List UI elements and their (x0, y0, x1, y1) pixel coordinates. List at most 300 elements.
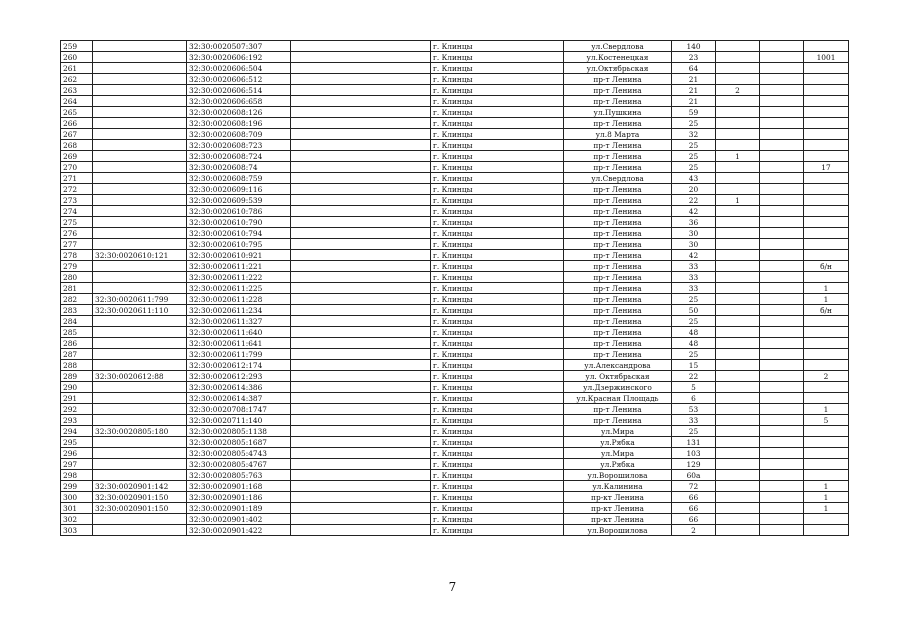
old-cadastral-number-cell: 32:30:0020901:142 (93, 481, 187, 492)
street-cell: ул.Мира (564, 448, 672, 459)
old-cadastral-number-cell (93, 525, 187, 536)
house-number-cell: 5 (672, 382, 716, 393)
table-row (61, 162, 849, 173)
table-row (61, 228, 849, 239)
building-cell (716, 41, 760, 52)
building-cell (716, 514, 760, 525)
old-cadastral-number-cell (93, 195, 187, 206)
row-number-cell: 279 (61, 261, 93, 272)
street-cell: пр-кт Ленина (564, 514, 672, 525)
table-row (61, 272, 849, 283)
table-body (61, 41, 849, 536)
table-row (61, 470, 849, 481)
old-cadastral-number-cell: 32:30:0020610:121 (93, 250, 187, 261)
row-number-cell: 278 (61, 250, 93, 261)
table-row (61, 305, 849, 316)
house-number-cell: 15 (672, 360, 716, 371)
empty-cell (291, 173, 431, 184)
flat-cell (760, 184, 804, 195)
extra-cell: 5 (804, 415, 849, 426)
cadastral-number-cell: 32:30:0020805:763 (187, 470, 291, 481)
extra-cell: 1 (804, 481, 849, 492)
flat-cell (760, 481, 804, 492)
row-number-cell: 292 (61, 404, 93, 415)
table-row (61, 404, 849, 415)
extra-cell (804, 118, 849, 129)
cadastral-number-cell: 32:30:0020610:794 (187, 228, 291, 239)
city-cell: г. Клинцы (431, 41, 564, 52)
table-row (61, 426, 849, 437)
flat-cell (760, 283, 804, 294)
house-number-cell: 72 (672, 481, 716, 492)
city-cell: г. Клинцы (431, 173, 564, 184)
city-cell: г. Клинцы (431, 261, 564, 272)
building-cell (716, 393, 760, 404)
building-cell (716, 415, 760, 426)
flat-cell (760, 448, 804, 459)
row-number-cell: 300 (61, 492, 93, 503)
city-cell: г. Клинцы (431, 96, 564, 107)
house-number-cell: 21 (672, 74, 716, 85)
empty-cell (291, 349, 431, 360)
row-number-cell: 282 (61, 294, 93, 305)
table-row (61, 129, 849, 140)
flat-cell (760, 437, 804, 448)
city-cell: г. Клинцы (431, 250, 564, 261)
row-number-cell: 272 (61, 184, 93, 195)
building-cell (716, 140, 760, 151)
extra-cell (804, 525, 849, 536)
row-number-cell: 271 (61, 173, 93, 184)
flat-cell (760, 195, 804, 206)
extra-cell (804, 217, 849, 228)
row-number-cell: 298 (61, 470, 93, 481)
extra-cell (804, 272, 849, 283)
cadastral-number-cell: 32:30:0020805:4743 (187, 448, 291, 459)
city-cell: г. Клинцы (431, 525, 564, 536)
cadastral-number-cell: 32:30:0020708:1747 (187, 404, 291, 415)
empty-cell (291, 184, 431, 195)
table-row (61, 206, 849, 217)
street-cell: пр-т Ленина (564, 206, 672, 217)
city-cell: г. Клинцы (431, 415, 564, 426)
building-cell (716, 261, 760, 272)
flat-cell (760, 239, 804, 250)
table-row (61, 195, 849, 206)
old-cadastral-number-cell (93, 41, 187, 52)
extra-cell (804, 184, 849, 195)
flat-cell (760, 503, 804, 514)
table-row (61, 481, 849, 492)
house-number-cell: 60а (672, 470, 716, 481)
city-cell: г. Клинцы (431, 503, 564, 514)
empty-cell (291, 239, 431, 250)
street-cell: пр-т Ленина (564, 294, 672, 305)
city-cell: г. Клинцы (431, 118, 564, 129)
house-number-cell: 33 (672, 261, 716, 272)
building-cell (716, 250, 760, 261)
city-cell: г. Клинцы (431, 404, 564, 415)
city-cell: г. Клинцы (431, 470, 564, 481)
empty-cell (291, 107, 431, 118)
street-cell: пр-т Ленина (564, 151, 672, 162)
building-cell (716, 217, 760, 228)
extra-cell (804, 63, 849, 74)
building-cell (716, 426, 760, 437)
row-number-cell: 280 (61, 272, 93, 283)
cadastral-number-cell: 32:30:0020608:196 (187, 118, 291, 129)
street-cell: ул.Дзержинского (564, 382, 672, 393)
empty-cell (291, 41, 431, 52)
flat-cell (760, 525, 804, 536)
empty-cell (291, 481, 431, 492)
old-cadastral-number-cell (93, 206, 187, 217)
row-number-cell: 303 (61, 525, 93, 536)
flat-cell (760, 393, 804, 404)
building-cell (716, 74, 760, 85)
table-row (61, 393, 849, 404)
extra-cell (804, 41, 849, 52)
flat-cell (760, 426, 804, 437)
city-cell: г. Клинцы (431, 206, 564, 217)
flat-cell (760, 514, 804, 525)
house-number-cell: 2 (672, 525, 716, 536)
extra-cell: 1 (804, 404, 849, 415)
cadastral-number-cell: 32:30:0020610:790 (187, 217, 291, 228)
table-row (61, 107, 849, 118)
house-number-cell: 25 (672, 294, 716, 305)
house-number-cell: 129 (672, 459, 716, 470)
street-cell: пр-т Ленина (564, 195, 672, 206)
row-number-cell: 283 (61, 305, 93, 316)
house-number-cell: 103 (672, 448, 716, 459)
table-row (61, 316, 849, 327)
empty-cell (291, 415, 431, 426)
street-cell: пр-т Ленина (564, 349, 672, 360)
old-cadastral-number-cell: 32:30:0020612:88 (93, 371, 187, 382)
cadastral-number-cell: 32:30:0020611:327 (187, 316, 291, 327)
street-cell: пр-т Ленина (564, 305, 672, 316)
house-number-cell: 23 (672, 52, 716, 63)
empty-cell (291, 217, 431, 228)
extra-cell (804, 107, 849, 118)
flat-cell (760, 228, 804, 239)
row-number-cell: 294 (61, 426, 93, 437)
house-number-cell: 33 (672, 283, 716, 294)
row-number-cell: 274 (61, 206, 93, 217)
empty-cell (291, 514, 431, 525)
extra-cell (804, 151, 849, 162)
table-row (61, 294, 849, 305)
row-number-cell: 302 (61, 514, 93, 525)
building-cell (716, 503, 760, 514)
city-cell: г. Клинцы (431, 492, 564, 503)
building-cell (716, 107, 760, 118)
old-cadastral-number-cell (93, 63, 187, 74)
street-cell: пр-т Ленина (564, 283, 672, 294)
street-cell: ул.Рябка (564, 437, 672, 448)
row-number-cell: 273 (61, 195, 93, 206)
street-cell: пр-т Ленина (564, 162, 672, 173)
city-cell: г. Клинцы (431, 327, 564, 338)
flat-cell (760, 382, 804, 393)
street-cell: пр-т Ленина (564, 118, 672, 129)
empty-cell (291, 261, 431, 272)
extra-cell (804, 250, 849, 261)
row-number-cell: 262 (61, 74, 93, 85)
empty-cell (291, 118, 431, 129)
old-cadastral-number-cell (93, 382, 187, 393)
city-cell: г. Клинцы (431, 52, 564, 63)
empty-cell (291, 404, 431, 415)
empty-cell (291, 195, 431, 206)
empty-cell (291, 74, 431, 85)
city-cell: г. Клинцы (431, 184, 564, 195)
house-number-cell: 25 (672, 426, 716, 437)
empty-cell (291, 63, 431, 74)
house-number-cell: 36 (672, 217, 716, 228)
cadastral-number-cell: 32:30:0020612:174 (187, 360, 291, 371)
extra-cell (804, 448, 849, 459)
flat-cell (760, 294, 804, 305)
house-number-cell: 66 (672, 492, 716, 503)
old-cadastral-number-cell: 32:30:0020901:150 (93, 503, 187, 514)
row-number-cell: 277 (61, 239, 93, 250)
city-cell: г. Клинцы (431, 228, 564, 239)
cadastral-number-cell: 32:30:0020611:799 (187, 349, 291, 360)
row-number-cell: 291 (61, 393, 93, 404)
row-number-cell: 267 (61, 129, 93, 140)
table-row (61, 85, 849, 96)
old-cadastral-number-cell (93, 404, 187, 415)
cadastral-number-cell: 32:30:0020612:293 (187, 371, 291, 382)
extra-cell (804, 239, 849, 250)
row-number-cell: 260 (61, 52, 93, 63)
extra-cell (804, 140, 849, 151)
street-cell: пр-т Ленина (564, 261, 672, 272)
flat-cell (760, 316, 804, 327)
flat-cell (760, 206, 804, 217)
city-cell: г. Клинцы (431, 371, 564, 382)
extra-cell (804, 437, 849, 448)
table-row (61, 173, 849, 184)
house-number-cell: 21 (672, 85, 716, 96)
flat-cell (760, 371, 804, 382)
street-cell: ул.Красная Площадь (564, 393, 672, 404)
table-row (61, 448, 849, 459)
extra-cell (804, 316, 849, 327)
city-cell: г. Клинцы (431, 294, 564, 305)
building-cell: 1 (716, 195, 760, 206)
cadastral-number-cell: 32:30:0020606:512 (187, 74, 291, 85)
table-row (61, 63, 849, 74)
building-cell (716, 305, 760, 316)
flat-cell (760, 41, 804, 52)
building-cell (716, 118, 760, 129)
street-cell: пр-т Ленина (564, 316, 672, 327)
old-cadastral-number-cell: 32:30:0020901:150 (93, 492, 187, 503)
table-row (61, 140, 849, 151)
city-cell: г. Клинцы (431, 514, 564, 525)
empty-cell (291, 294, 431, 305)
row-number-cell: 293 (61, 415, 93, 426)
cadastral-number-cell: 32:30:0020614:387 (187, 393, 291, 404)
cadastral-number-cell: 32:30:0020611:228 (187, 294, 291, 305)
row-number-cell: 285 (61, 327, 93, 338)
city-cell: г. Клинцы (431, 151, 564, 162)
street-cell: пр-т Ленина (564, 184, 672, 195)
extra-cell: 1001 (804, 52, 849, 63)
city-cell: г. Клинцы (431, 316, 564, 327)
cadastral-number-cell: 32:30:0020609:116 (187, 184, 291, 195)
table-row (61, 118, 849, 129)
old-cadastral-number-cell (93, 338, 187, 349)
house-number-cell: 53 (672, 404, 716, 415)
building-cell (716, 129, 760, 140)
extra-cell: 2 (804, 371, 849, 382)
cadastral-number-cell: 32:30:0020608:724 (187, 151, 291, 162)
building-cell (716, 206, 760, 217)
street-cell: пр-т Ленина (564, 74, 672, 85)
old-cadastral-number-cell (93, 283, 187, 294)
street-cell: пр-т Ленина (564, 217, 672, 228)
house-number-cell: 140 (672, 41, 716, 52)
house-number-cell: 33 (672, 272, 716, 283)
table-row (61, 41, 849, 52)
row-number-cell: 259 (61, 41, 93, 52)
building-cell (716, 327, 760, 338)
extra-cell: 1 (804, 294, 849, 305)
empty-cell (291, 393, 431, 404)
city-cell: г. Клинцы (431, 74, 564, 85)
building-cell (716, 371, 760, 382)
building-cell (716, 525, 760, 536)
row-number-cell: 290 (61, 382, 93, 393)
old-cadastral-number-cell (93, 415, 187, 426)
cadastral-number-cell: 32:30:0020901:189 (187, 503, 291, 514)
house-number-cell: 25 (672, 349, 716, 360)
extra-cell: 1 (804, 503, 849, 514)
cadastral-number-cell: 32:30:0020606:514 (187, 85, 291, 96)
extra-cell (804, 349, 849, 360)
table-row (61, 250, 849, 261)
extra-cell (804, 228, 849, 239)
empty-cell (291, 96, 431, 107)
building-cell (716, 481, 760, 492)
old-cadastral-number-cell (93, 184, 187, 195)
street-cell: пр-т Ленина (564, 338, 672, 349)
old-cadastral-number-cell (93, 272, 187, 283)
city-cell: г. Клинцы (431, 426, 564, 437)
row-number-cell: 269 (61, 151, 93, 162)
city-cell: г. Клинцы (431, 481, 564, 492)
extra-cell: 1 (804, 492, 849, 503)
building-cell (716, 162, 760, 173)
extra-cell: б/н (804, 305, 849, 316)
extra-cell (804, 327, 849, 338)
cadastral-number-cell: 32:30:0020611:222 (187, 272, 291, 283)
old-cadastral-number-cell (93, 316, 187, 327)
row-number-cell: 299 (61, 481, 93, 492)
city-cell: г. Клинцы (431, 107, 564, 118)
flat-cell (760, 118, 804, 129)
row-number-cell: 287 (61, 349, 93, 360)
extra-cell (804, 85, 849, 96)
building-cell (716, 437, 760, 448)
extra-cell (804, 129, 849, 140)
row-number-cell: 286 (61, 338, 93, 349)
old-cadastral-number-cell (93, 217, 187, 228)
building-cell (716, 272, 760, 283)
old-cadastral-number-cell (93, 140, 187, 151)
street-cell: пр-т Ленина (564, 250, 672, 261)
flat-cell (760, 459, 804, 470)
cadastral-number-cell: 32:30:0020901:186 (187, 492, 291, 503)
house-number-cell: 22 (672, 195, 716, 206)
table-row (61, 514, 849, 525)
house-number-cell: 25 (672, 151, 716, 162)
cadastral-number-cell: 32:30:0020805:4767 (187, 459, 291, 470)
empty-cell (291, 426, 431, 437)
empty-cell (291, 129, 431, 140)
extra-cell (804, 96, 849, 107)
old-cadastral-number-cell (93, 74, 187, 85)
cadastral-number-cell: 32:30:0020606:192 (187, 52, 291, 63)
page-number: 7 (448, 580, 457, 594)
building-cell (716, 294, 760, 305)
street-cell: пр-т Ленина (564, 96, 672, 107)
house-number-cell: 59 (672, 107, 716, 118)
extra-cell (804, 514, 849, 525)
building-cell (716, 52, 760, 63)
cadastral-number-cell: 32:30:0020608:723 (187, 140, 291, 151)
empty-cell (291, 503, 431, 514)
house-number-cell: 30 (672, 239, 716, 250)
cadastral-number-cell: 32:30:0020608:126 (187, 107, 291, 118)
table-row (61, 492, 849, 503)
empty-cell (291, 327, 431, 338)
row-number-cell: 301 (61, 503, 93, 514)
building-cell (716, 360, 760, 371)
street-cell: ул.Свердлова (564, 41, 672, 52)
street-cell: ул.8 Марта (564, 129, 672, 140)
flat-cell (760, 52, 804, 63)
old-cadastral-number-cell (93, 162, 187, 173)
extra-cell: 17 (804, 162, 849, 173)
table-row (61, 360, 849, 371)
row-number-cell: 264 (61, 96, 93, 107)
street-cell: пр-т Ленина (564, 228, 672, 239)
empty-cell (291, 272, 431, 283)
city-cell: г. Клинцы (431, 162, 564, 173)
flat-cell (760, 338, 804, 349)
cadastral-number-cell: 32:30:0020901:402 (187, 514, 291, 525)
city-cell: г. Клинцы (431, 459, 564, 470)
cadastral-number-cell: 32:30:0020606:504 (187, 63, 291, 74)
building-cell (716, 173, 760, 184)
house-number-cell: 48 (672, 327, 716, 338)
extra-cell (804, 74, 849, 85)
building-cell (716, 338, 760, 349)
building-cell (716, 316, 760, 327)
empty-cell (291, 492, 431, 503)
old-cadastral-number-cell (93, 96, 187, 107)
street-cell: пр-кт Ленина (564, 492, 672, 503)
old-cadastral-number-cell (93, 239, 187, 250)
street-cell: ул.Ворошилова (564, 525, 672, 536)
flat-cell (760, 305, 804, 316)
table-row (61, 184, 849, 195)
